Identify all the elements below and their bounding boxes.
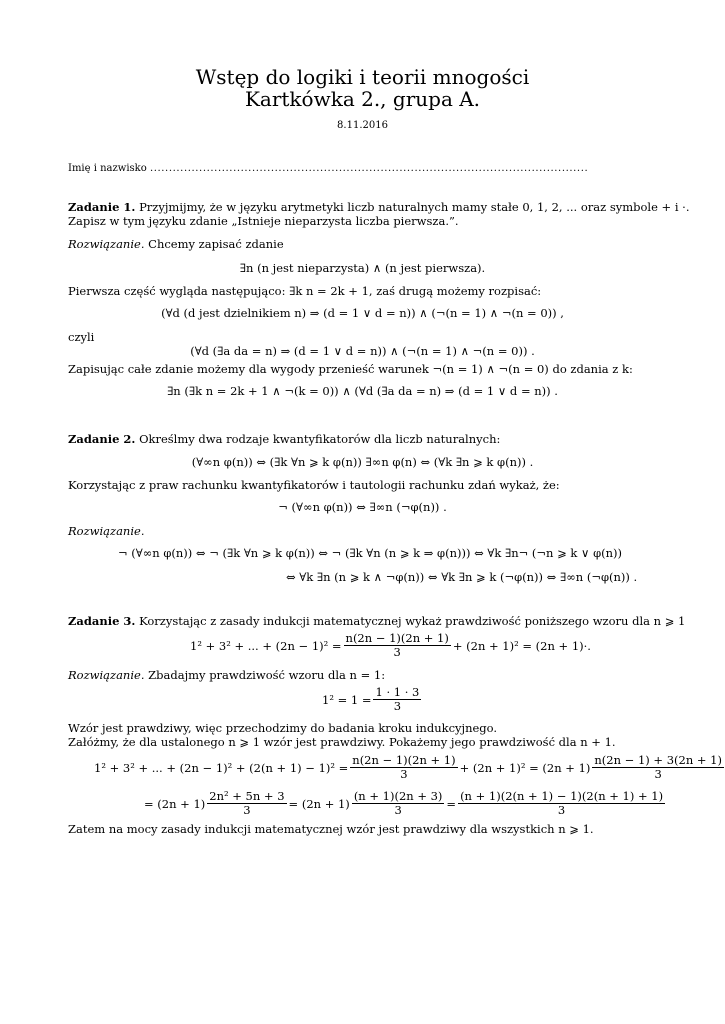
task1-equation-3: (∀d (∃a da = n) ⇒ (d = 1 ∨ d = n)) ∧ (¬(n = 1) ∧ ¬(n = 0)) . [190,344,535,358]
task1-solution-label: Rozwiązanie. [68,237,145,251]
task3-line-2: Wzór jest prawdziwy, więc przechodzimy do badania kroku indukcyjnego. [68,721,498,735]
task1-label: Zadanie 1. [68,200,136,214]
task1-solution-intro: Rozwiązanie. Chcemy zapisać zdanie [68,237,284,251]
task1-czyli: czyli [68,330,95,344]
task1-equation-4: ∃n (∃k n = 2k + 1 ∧ ¬(k = 0)) ∧ (∀d (∃a da = n) ⇒ (d = 1 ∨ d = n)) . [167,384,558,398]
task2-equation-1: (∀∞n φ(n)) ⇔ (∃k ∀n ⩾ k φ(n)) ∃∞n φ(n) ⇔ (∀k ∃n ⩾ k φ(n)) . [191,455,534,469]
task2-label: Zadanie 2. [68,432,136,446]
task2-equation-3: ¬ (∀∞n φ(n)) ⇔ ¬ (∃k ∀n ⩾ k φ(n)) ⇔ ¬ (∃k ∀n (n ⩾ k ⇒ φ(n))) ⇔ ∀k ∃n¬ (¬n ⩾ k ∨ φ(n)) [118,546,622,560]
task1-equation-1: ∃n (n jest nieparzysta) ∧ (n jest pierwsza). [239,261,486,275]
task3-line-3: Załóżmy, że dla ustalonego n ⩾ 1 wzór jest prawdziwy. Pokażemy jego prawdziwość dla n + 1. [68,735,616,749]
fraction: $\frac{(n + 1)(2(n + 1) - 1)(2(n + 1) + 1)}{3}$ [460,789,664,817]
task3-conclusion: Zatem na mocy zasady indukcji matematycznej wzór jest prawdziwy dla wszystkich n ⩾ 1. [68,822,594,836]
task2-statement-a: Zadanie 2. Określmy dwa rodzaje kwantyfikatorów dla liczb naturalnych: [68,432,501,446]
fraction: $\frac{n(2n - 1)(2n + 1)}{3}$ [352,753,456,781]
fraction: $\frac{(n + 1)(2n + 3)}{3}$ [353,789,443,817]
task1-statement-a: Zadanie 1. Przyjmijmy, że w języku arytmetyki liczb naturalnych mamy stałe 0, 1, 2, ... oraz symbole + i ·. [68,200,690,214]
name-dotted-line: .................................................................................................................... [149,163,589,174]
task3-solution-label: Rozwiązanie. [68,668,145,682]
fraction: $\frac{1 \cdot 1 \cdot 3}{3}$ [375,685,420,713]
task3-equation-3: 1² + 3² + ... + (2n − 1)² + (2(n + 1) − 1)² = $\frac{n(2n - 1)(2n + 1)}{3}$ + (2n + 1)² = (2n + 1) $\frac{n(2n - 1) + 3(2n + 1)}{3}$ [94,753,722,781]
task3-solution-intro: Rozwiązanie. Zbadajmy prawdziwość wzoru dla n = 1: [68,668,386,682]
document-title-line2: Kartkówka 2., grupa A. [244,87,481,111]
task2-statement-b: Korzystając z praw rachunku kwantyfikatorów i tautologii rachunku zdań wykaż, że: [68,478,560,492]
document-title-line1: Wstęp do logiki i teorii mnogości [195,65,530,89]
task3-equation-4: = (2n + 1) $\frac{\text{2n² + 5n + 3}}{3}$ = (2n + 1) $\frac{(n + 1)(2n + 3)}{3}$ = $\frac{(n + 1)(2(n + 1) - 1)(2(n + 1) + 1)}{3}$ [144,789,664,817]
task2-solution-label: Rozwiązanie. [68,524,145,538]
task1-line-3: Zapisując całe zdanie możemy dla wygody przenieść warunek ¬(n = 1) ∧ ¬(n = 0) do zdania z k: [68,362,633,376]
fraction: $\frac{n(2n - 1) + 3(2n + 1)}{3}$ [594,753,722,781]
document-date: 8.11.2016 [337,120,388,131]
task3-label: Zadanie 3. [68,614,136,628]
task3-equation-2: 1² = 1 = $\frac{1 \cdot 1 \cdot 3}{3}$ [322,685,420,713]
task2-equation-2: ¬ (∀∞n φ(n)) ⇔ ∃∞n (¬φ(n)) . [278,500,447,514]
task1-statement-b: Zapisz w tym języku zdanie „Istnieje nieparzysta liczba pierwsza.”. [68,214,459,228]
task2-equation-4: ⇔ ∀k ∃n (n ⩾ k ∧ ¬φ(n)) ⇔ ∀k ∃n ⩾ k (¬φ(n)) ⇔ ∃∞n (¬φ(n)) . [286,570,638,584]
task1-equation-2: (∀d (d jest dzielnikiem n) ⇒ (d = 1 ∨ d = n)) ∧ (¬(n = 1) ∧ ¬(n = 0)) , [161,306,564,320]
name-label: Imię i nazwisko .................................................................................................................... [68,163,589,174]
task3-equation-1: 1² + 3² + ... + (2n − 1)² = $\frac{n(2n - 1)(2n + 1)}{3}$ + (2n + 1)² = (2n + 1)·. [190,631,591,659]
task1-line-2: Pierwsza część wygląda następująco: ∃k n = 2k + 1, zaś drugą możemy rozpisać: [68,284,542,298]
task3-statement-a: Zadanie 3. Korzystając z zasady indukcji matematycznej wykaż prawdziwość poniższego wzoru dla n ⩾ 1 [68,614,686,628]
fraction: $\frac{\text{2n² + 5n + 3}}{3}$ [209,789,285,817]
fraction: $\frac{n(2n - 1)(2n + 1)}{3}$ [345,631,449,659]
